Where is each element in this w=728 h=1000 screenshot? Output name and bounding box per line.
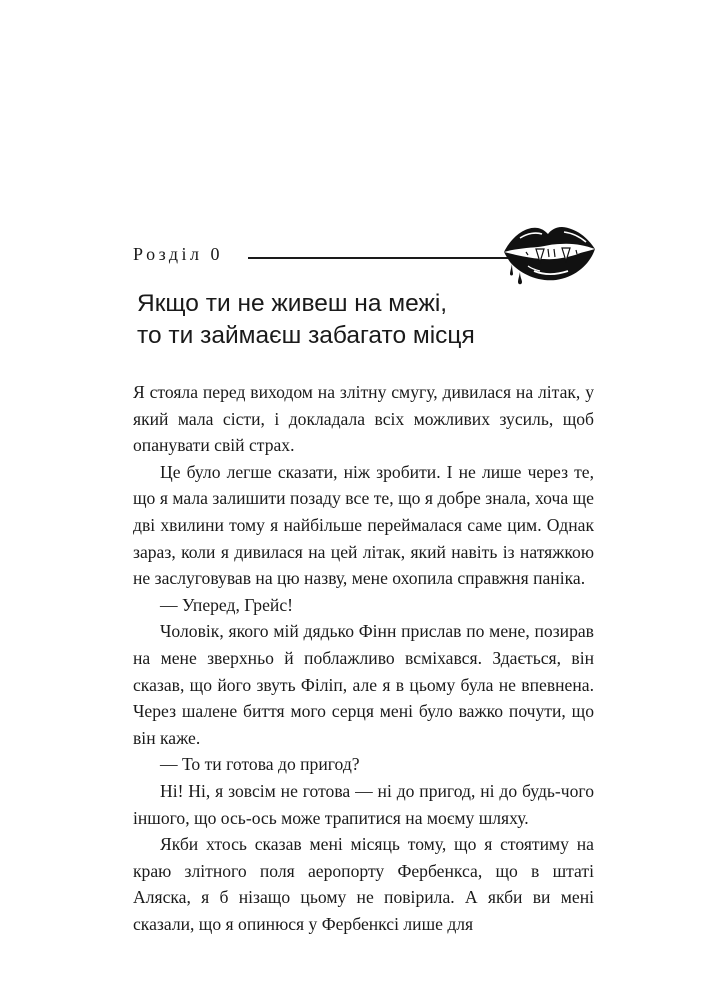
vampire-lips-icon [498, 222, 598, 286]
paragraph: Якби хтось сказав мені місяць тому, що я стоятиму на краю злітного поля аеропорту Фербенкса, що в штаті Аляска, я б нізащо цьому не повірила. А якби ви мені сказали, що я опинюся у Фербенксі лише для [133, 834, 594, 934]
chapter-label: Розділ 0 [133, 244, 223, 264]
paragraph: — То ти готова до пригод? [160, 754, 360, 775]
chapter-title-line: Якщо ти не живеш на межі, [137, 290, 448, 317]
paragraph: Ні! Ні, я зовсім не готова — ні до пригод, ні до будь-чого іншого, що ось-ось може трапитися на моєму шляху. [133, 780, 594, 828]
chapter-body [133, 379, 594, 937]
paragraph: — Уперед, Грейс! [160, 594, 294, 615]
paragraph: Це було легше сказати, ніж зробити. І не лише через те, що я мала залишити позаду все те, що я добре знала, хоча ще дві хвилини тому я найбільше переймалася саме цим. Однак зараз, коли я дивилася на цей літак, який навіть із натяжкою не заслуговував на цю назву, мене охопила справжня паніка. [133, 461, 594, 589]
paragraph: Я стояла перед виходом на злітну смугу, дивилася на літак, у який мала сісти, і докладала всіх можливих зусиль, щоб опанувати свій страх. [133, 382, 594, 456]
chapter-title-line: то ти займаєш забагато місця [137, 322, 475, 349]
chapter-title [137, 288, 475, 352]
chapter-divider-line [248, 257, 510, 259]
paragraph: Чоловік, якого мій дядько Фінн прислав по мене, позирав на мене зверхньо й поблажливо всміхався. Здається, він сказав, що його звуть Філіп, але я в цьому була не впевнена. Через шалене биття мого серця мені було важко почути, що він каже. [133, 621, 594, 748]
